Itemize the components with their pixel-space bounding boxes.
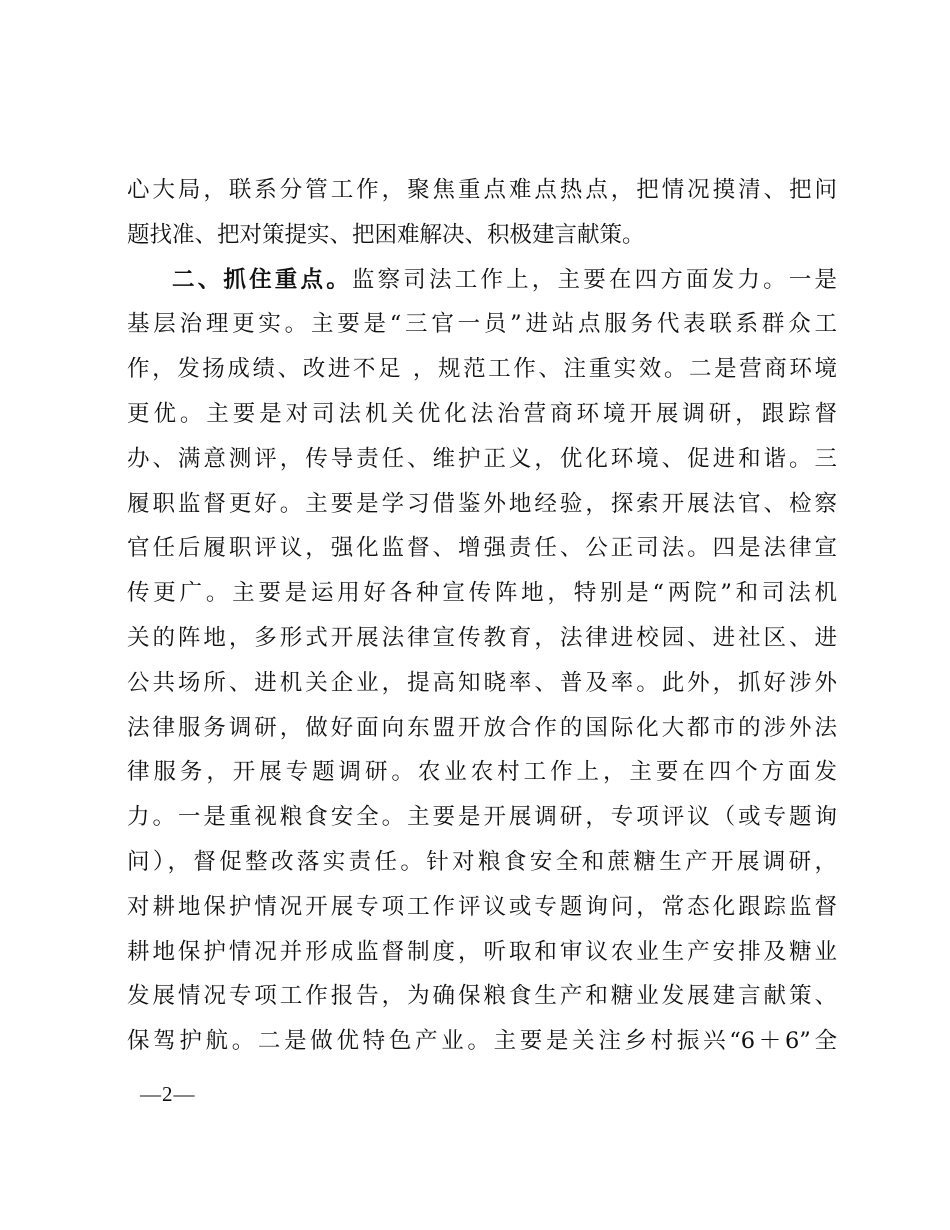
text-line: 题找准、把对策提实、把困难解决、积极建言献策。	[127, 221, 645, 248]
section-heading: 二、抓住重点。	[172, 266, 352, 293]
text-line: 作，发扬成绩、改进不足 ，规范工作、注重实效。二是营商环境	[127, 356, 837, 383]
text-line: 对耕地保护情况开展专项工作评议或专题询问，常态化跟踪监督	[127, 893, 837, 920]
section-paragraph-start	[127, 258, 837, 303]
text-line: 法律服务调研，做好面向东盟开放合作的国际化大都市的涉外法	[127, 714, 837, 741]
text-line: 保驾护航。二是做优特色产业。主要是关注乡村振兴“6＋6”全	[127, 1028, 837, 1055]
text-line: 更优。主要是对司法机关优化法治营商环境开展调研，跟踪督	[127, 400, 837, 427]
text-line: 发展情况专项工作报告，为确保粮食生产和糖业发展建言献策、	[127, 983, 837, 1010]
text-line: 力。一是重视粮食安全。主要是开展调研，专项评议（或专题询	[127, 804, 837, 831]
page-number: —2—	[140, 1082, 196, 1106]
section-lead-text: 监察司法工作上，主要在四方面发力。一是	[351, 266, 837, 293]
text-line: 问），督促整改落实责任。针对粮食安全和蔗糖生产开展调研，	[127, 848, 837, 875]
text-line: 履职监督更好。主要是学习借鉴外地经验，探索开展法官、检察	[127, 490, 837, 517]
document-body	[127, 168, 837, 1064]
text-line: 耕地保护情况并形成监督制度，听取和审议农业生产安排及糖业	[127, 938, 837, 965]
text-line: 官任后履职评议，强化监督、增强责任、公正司法。四是法律宣	[127, 535, 837, 562]
text-line: 心大局，联系分管工作，聚焦重点难点热点，把情况摸清、把问	[127, 177, 837, 203]
text-line: 传更广。主要是运用好各种宣传阵地，特别是“两院”和司法机	[127, 580, 837, 607]
text-line: 公共场所、进机关企业，提高知晓率、普及率。此外，抓好涉外	[127, 669, 837, 696]
text-line: 关的阵地，多形式开展法律宣传教育，法律进校园、进社区、进	[127, 624, 837, 651]
text-line: 基层治理更实。主要是“三官一员”进站点服务代表联系群众工	[127, 311, 837, 338]
text-line: 办、满意测评，传导责任、维护正义，优化环境、促进和谐。三	[127, 445, 837, 472]
text-line: 律服务，开展专题调研。农业农村工作上，主要在四个方面发	[127, 759, 837, 786]
